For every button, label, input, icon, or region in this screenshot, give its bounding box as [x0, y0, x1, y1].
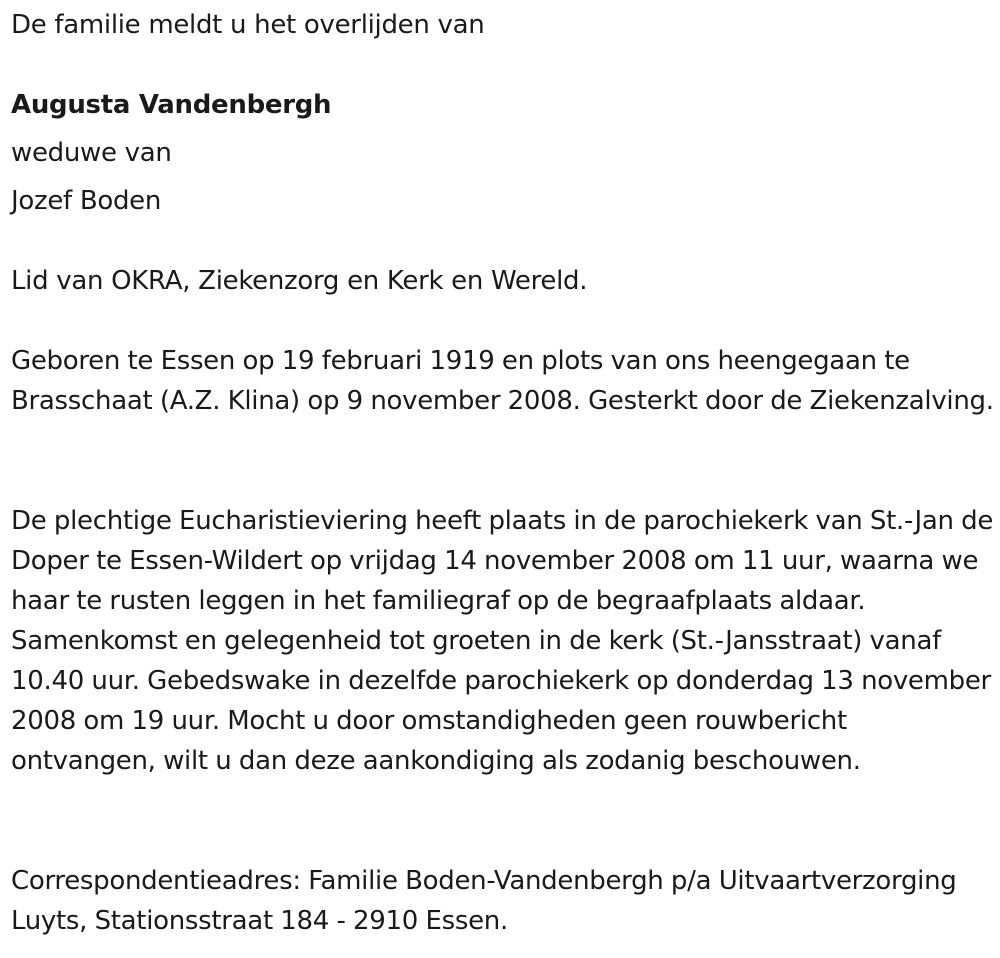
relation-line: weduwe van — [11, 138, 172, 168]
intro-line: De familie meldt u het overlijden van — [11, 10, 485, 40]
ceremony-paragraph: De plechtige Eucharistieviering heeft plaats in de parochiekerk van St.-Jan de Doper te Essen-Wildert op vrijdag 14 november 2008 om 11 uur, waarna we haar te rusten leggen in het familiegraf op de begraafplaats aldaar. Samenkomst en gelegenheid tot groeten in de kerk (St.-Jansstraat) vanaf 10.40 uur. Gebedswake in dezelfde parochiekerk op donderdag 13 november 2008 om 19 uur. Mocht u door omstandigheden geen rouwbericht ontvangen, wilt u dan deze aankondiging als zodanig beschouwen. — [11, 506, 994, 776]
membership-line: Lid van OKRA, Ziekenzorg en Kerk en Wereld. — [11, 266, 588, 296]
birth-death-paragraph: Geboren te Essen op 19 februari 1919 en plots van ons heengegaan te Brasschaat (A.Z. Klina) op 9 november 2008. Gesterkt door de Ziekenzalving. — [11, 346, 994, 416]
correspondence-paragraph: Correspondentieadres: Familie Boden-Vandenbergh p/a Uitvaartverzorging Luyts, Stationsstraat 184 - 2910 Essen. — [11, 866, 957, 936]
deceased-name: Augusta Vandenbergh — [11, 90, 332, 120]
spouse-name: Jozef Boden — [11, 186, 162, 216]
